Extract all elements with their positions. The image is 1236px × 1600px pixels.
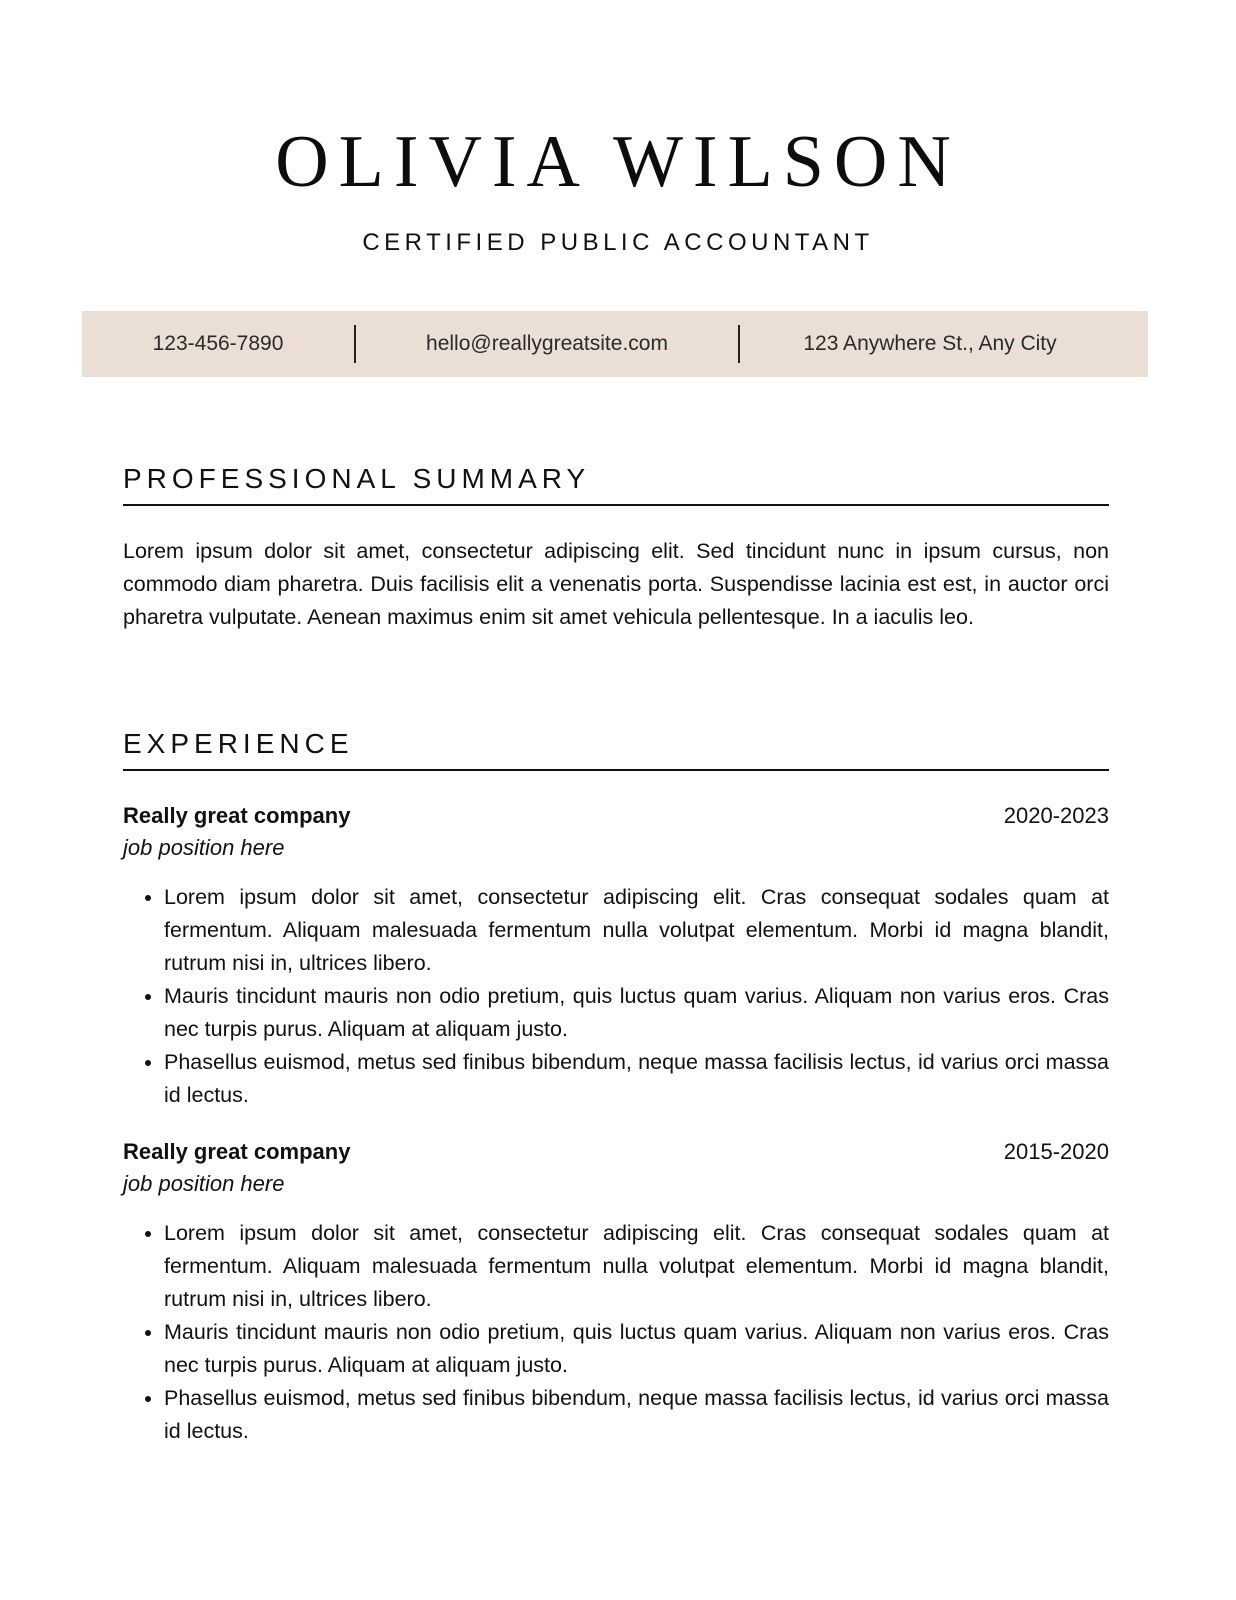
bullet: • Mauris tincidunt mauris non odio pretium, quis luctus quam varius. Aliquam non varius eros. Cras nec turpis purus. Aliquam at aliquam justo. <box>164 980 1109 1046</box>
job-entry <box>123 803 1109 1112</box>
summary-heading: PROFESSIONAL SUMMARY <box>123 463 1109 506</box>
candidate-name: OLIVIA WILSON <box>275 121 961 203</box>
address: 123 Anywhere St., Any City <box>803 332 1057 355</box>
company-name: Really great company <box>123 803 351 828</box>
job-dates: 2020-2023 <box>1003 803 1109 828</box>
contact-bar <box>82 311 1148 377</box>
phone: 123-456-7890 <box>152 332 284 355</box>
job-position: job position here <box>123 835 285 860</box>
experience-heading: EXPERIENCE <box>123 728 1109 771</box>
job-dates: 2015-2020 <box>1003 1139 1109 1164</box>
email: hello@reallygreatsite.com <box>426 332 668 355</box>
bullet: • Mauris tincidunt mauris non odio pretium, quis luctus quam varius. Aliquam non varius eros. Cras nec turpis purus. Aliquam at aliquam justo. <box>164 1316 1109 1382</box>
job-position: job position here <box>123 1171 285 1196</box>
bullet: • Phasellus euismod, metus sed finibus bibendum, neque massa facilisis lectus, id varius orci massa id lectus. <box>164 1382 1109 1448</box>
job-title: CERTIFIED PUBLIC ACCOUNTANT <box>362 229 874 256</box>
bullet: • Lorem ipsum dolor sit amet, consectetur adipiscing elit. Cras consequat sodales quam at fermentum. Aliquam malesuada fermentum nulla volutpat elementum. Morbi id magna blandit, rutrum nisi in, ultrices libero. <box>164 881 1109 980</box>
company-name: Really great company <box>123 1139 351 1164</box>
summary-text: Lorem ipsum dolor sit amet, consectetur adipiscing elit. Sed tincidunt nunc in ipsum cursus, non commodo diam pharetra. Duis facilisis elit a venenatis porta. Suspendisse lacinia est est, in auctor orci pharetra vulputate. Aenean maximus enim sit amet vehicula pellentesque. In a iaculis leo. <box>123 539 1109 629</box>
job-bullets <box>123 881 1109 1112</box>
bullet: • Phasellus euismod, metus sed finibus bibendum, neque massa facilisis lectus, id varius orci massa id lectus. <box>164 1046 1109 1112</box>
job-entry <box>123 1139 1109 1448</box>
job-bullets <box>123 1217 1109 1448</box>
bullet: • Lorem ipsum dolor sit amet, consectetur adipiscing elit. Cras consequat sodales quam at fermentum. Aliquam malesuada fermentum nulla volutpat elementum. Morbi id magna blandit, rutrum nisi in, ultrices libero. <box>164 1217 1109 1316</box>
